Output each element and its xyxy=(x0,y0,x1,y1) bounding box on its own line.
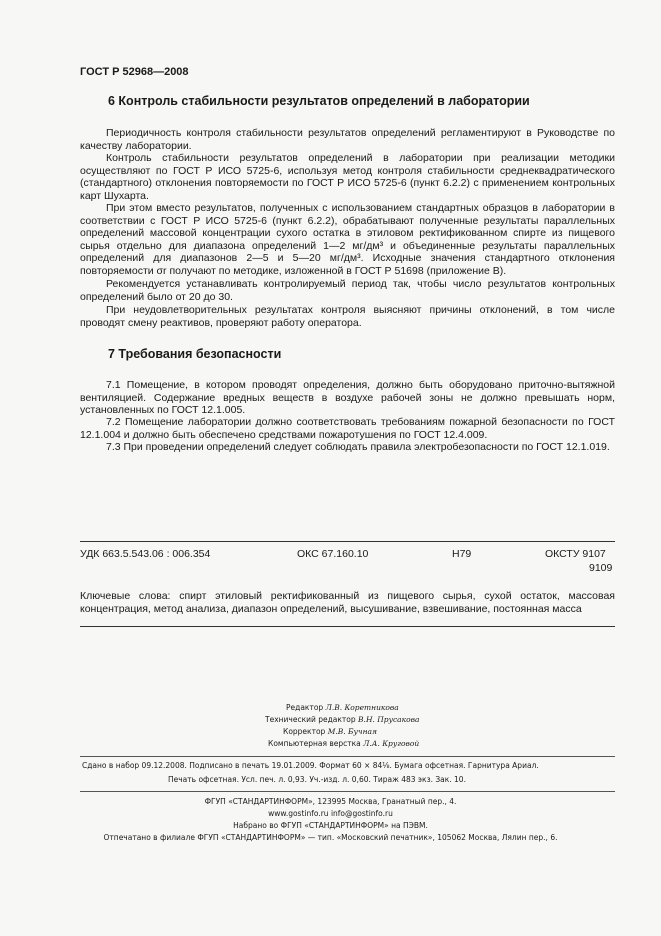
okstu-code-2: 9109 xyxy=(589,562,613,574)
tech-editor-line xyxy=(265,715,419,724)
section-6-paragraph-4 xyxy=(80,278,615,303)
editor-label: Редактор xyxy=(286,703,324,712)
paragraph-text: Контроль стабильности результатов определений в лаборатории при реализации методики осуществляют по ГОСТ Р ИСО 5725-6, используя метод контроля стабильности среднеквадратического (стандартного) отклонения повторяемости по ГОСТ Р ИСО 5725-6 (пункт 6.2.2) с применением контрольных карт Шухарта. xyxy=(80,152,615,202)
paragraph-text: Периодичность контроля стабильности результатов определений регламентируют в Руководстве по качеству лаборатории. xyxy=(80,127,615,152)
editor-line xyxy=(286,703,399,712)
tech-editor-label: Технический редактор xyxy=(265,715,356,724)
publisher-web: www.gostinfo.ru info@gostinfo.ru xyxy=(268,809,393,818)
editor-name: Л.В. Коретникова xyxy=(325,703,399,712)
layout-line xyxy=(268,739,419,748)
printed-note: Отпечатано в филиале ФГУП «СТАНДАРТИНФОРМ» — тип. «Московский печатник», 105062 Москва, Лялин пер., 6. xyxy=(103,833,558,842)
oks-code: ОКС 67.160.10 xyxy=(297,548,369,560)
section-6-paragraph-5 xyxy=(80,304,615,329)
corrector-label: Корректор xyxy=(283,727,326,736)
paragraph-text: 7.2 Помещение лаборатории должно соответствовать требованиям пожарной безопасности по ГОСТ 12.1.004 и должно быть обеспечено средствами пожаротушения по ГОСТ 12.4.009. xyxy=(80,416,615,441)
print-details-line-2: Печать офсетная. Усл. печ. л. 0,93. Уч.-изд. л. 0,60. Тираж 483 экз. Зак. 10. xyxy=(168,775,466,784)
layout-name: Л.А. Круговой xyxy=(363,739,420,748)
section-7-title: 7 Требования безопасности xyxy=(108,347,282,361)
section-7-paragraph-2 xyxy=(80,416,615,441)
okstu-code: ОКСТУ 9107 xyxy=(545,548,606,560)
divider xyxy=(80,626,615,627)
paragraph-text: При этом вместо результатов, полученных с использованием стандартных образцов в лаборатории в соответствии с ГОСТ Р ИСО 5725-6 (пункт 6.2.2), обрабатывают полученные результаты параллельных определений массовой концентрации сухого остатка в этиловом ректификованном спирте из пищевого сырья отдельно для диапазона определений 1—2 мг/дм³ и объединенные результаты параллельных определений для диапазонов 2—5 и 5—20 мг/дм³. Исходные значения стандартного отклонения повторяемости σr получают по методике, изложенной в ГОСТ Р 51698 (приложение В). xyxy=(80,202,615,277)
corrector-line xyxy=(283,727,377,736)
print-details-line-1: Сдано в набор 09.12.2008. Подписано в печать 19.01.2009. Формат 60 × 84⅛. Бумага офсетная. Гарнитура Ариал. xyxy=(82,761,539,770)
section-6-paragraph-1 xyxy=(80,127,615,152)
layout-label: Компьютерная верстка xyxy=(268,739,361,748)
document-number: ГОСТ Р 52968—2008 xyxy=(80,66,189,78)
typeset-note: Набрано во ФГУП «СТАНДАРТИНФОРМ» на ПЭВМ. xyxy=(233,821,428,830)
divider xyxy=(80,756,615,757)
section-6-title: 6 Контроль стабильности результатов определений в лаборатории xyxy=(108,94,530,108)
section-7-paragraph-3 xyxy=(80,441,615,454)
paragraph-text: 7.3 При проведении определений следует соблюдать правила электробезопасности по ГОСТ 12.1.019. xyxy=(106,441,610,453)
divider xyxy=(80,791,615,792)
paragraph-text: 7.1 Помещение, в котором проводят определения, должно быть оборудовано приточно-вытяжной вентиляцией. Содержание вредных веществ в воздухе рабочей зоны не должно превышать норм, установленных по ГОСТ 12.1.005. xyxy=(80,379,615,417)
section-6-paragraph-3 xyxy=(80,202,615,278)
publisher-address: ФГУП «СТАНДАРТИНФОРМ», 123995 Москва, Гранатный пер., 4. xyxy=(204,797,457,806)
keywords: Ключевые слова: спирт этиловый ректификованный из пищевого сырья, сухой остаток, массовая концентрация, метод анализа, диапазон определений, высушивание, взвешивание, постоянная масса xyxy=(80,590,615,615)
udk-code: УДК 663.5.543.06 : 006.354 xyxy=(80,548,211,560)
tech-editor-name: В.Н. Прусакова xyxy=(358,715,420,724)
classification-code: Н79 xyxy=(452,548,472,560)
divider xyxy=(80,541,615,542)
paragraph-text: Рекомендуется устанавливать контролируемый период так, чтобы число результатов контрольных определений было от 20 до 30. xyxy=(80,278,615,303)
paragraph-text: При неудовлетворительных результатах контроля выясняют причины отклонений, в том числе проводят смену реактивов, проверяют работу оператора. xyxy=(80,304,615,329)
section-6-paragraph-2 xyxy=(80,152,615,202)
corrector-name: М.В. Бучная xyxy=(327,727,377,736)
section-7-paragraph-1 xyxy=(80,379,615,417)
